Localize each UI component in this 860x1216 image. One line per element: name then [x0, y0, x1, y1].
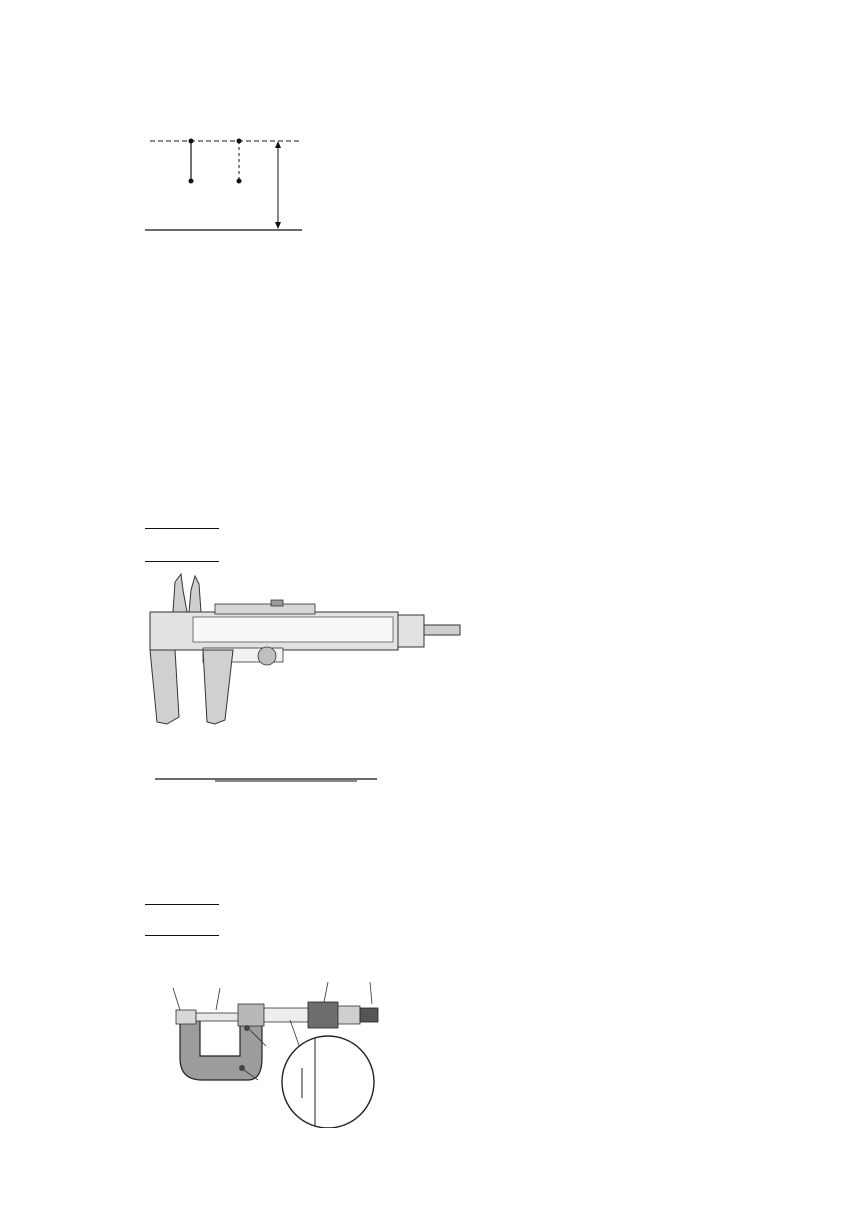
screw-b [244, 1025, 250, 1031]
q11-p2-line-3 [145, 918, 219, 940]
thimble-c [308, 1002, 338, 1028]
depth-rod [424, 625, 460, 635]
inner-jaw-sliding [189, 576, 201, 612]
answer-blank-3[interactable] [145, 889, 219, 905]
zoom-line [290, 1020, 300, 1048]
leader-d [370, 982, 372, 1004]
vernier-caliper-figure [145, 572, 465, 737]
main-scale-strip [193, 617, 393, 642]
lock-nut-b [238, 1004, 264, 1026]
answer-blank-1[interactable] [145, 513, 219, 529]
locking-screw [271, 600, 283, 606]
thimble-end [338, 1006, 360, 1024]
thumb-wheel [258, 647, 276, 665]
outer-jaw-sliding [203, 650, 233, 724]
beam-end [398, 615, 424, 647]
anvil [176, 1010, 196, 1024]
q11-p1-line-3 [145, 544, 219, 566]
magnified-view [282, 1036, 374, 1128]
micrometer-figure [140, 958, 400, 1128]
ball-1 [237, 179, 242, 184]
vernier-reading-figure [145, 740, 395, 840]
inner-jaw-fixed [173, 574, 187, 612]
leader-c [324, 982, 328, 1002]
leader-anvil [173, 988, 180, 1010]
arrow-head-up [275, 141, 281, 148]
outer-jaw-fixed [150, 650, 179, 724]
answer-blank-4[interactable] [145, 920, 219, 936]
ball-b [189, 179, 194, 184]
spindle [196, 1013, 240, 1021]
q11-p2-line-2 [145, 887, 219, 909]
slider-top [215, 604, 315, 614]
leader-spindle [216, 988, 220, 1010]
arrow-head-down [275, 222, 281, 229]
falling-balls-figure [140, 132, 310, 242]
answer-blank-2[interactable] [145, 546, 219, 562]
q11-p1-line-2 [145, 511, 219, 533]
ratchet-d [360, 1008, 378, 1022]
